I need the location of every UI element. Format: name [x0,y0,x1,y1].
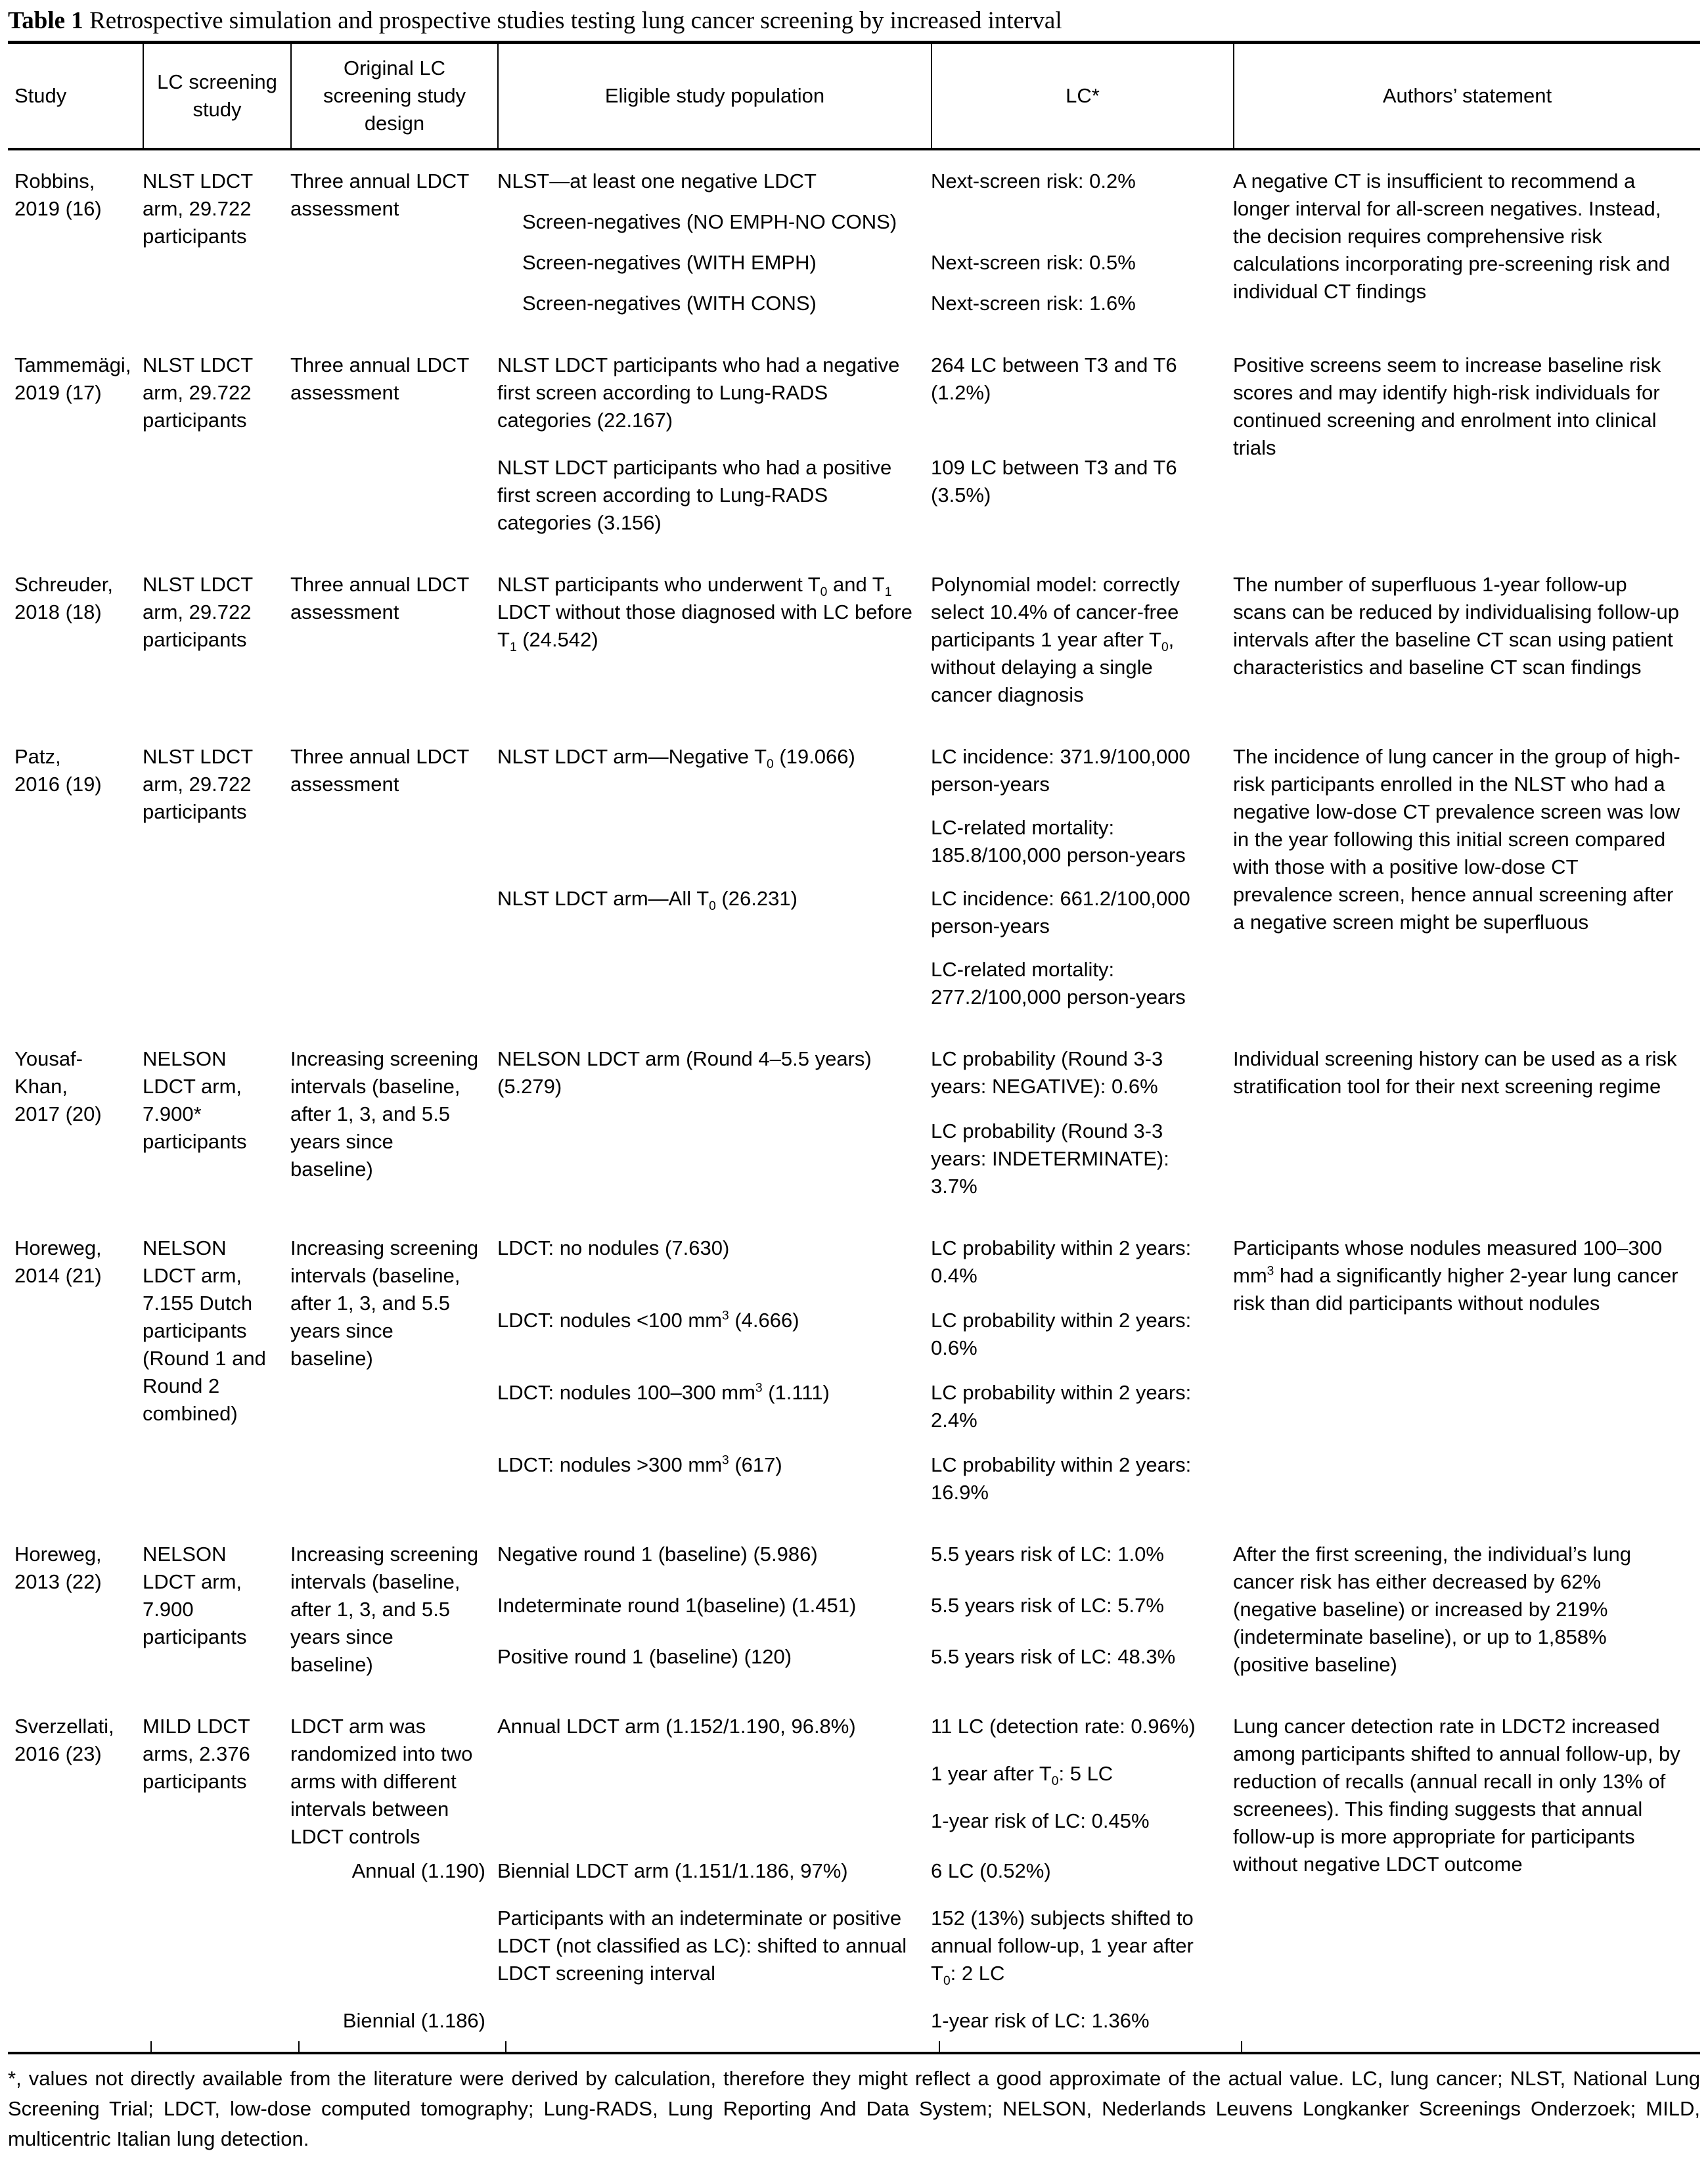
cell-authors-statement: The number of superfluous 1-year follow-up scans can be reduced by individualising follow-up intervals after the baseline CT scan using patient characteristics and baseline CT scan findings [1233,573,1679,679]
cell-lc-value: LC probability (Round 3-3 years: INDETERMINATE): 3.7% [931,1119,1169,1198]
cell-eligible-population: NLST LDCT participants who had a negative first screen according to Lung-RADS categories (22.167) [497,353,900,432]
cell-study: Yousaf-Khan, 2017 (20) [14,1047,102,1125]
cell-original-design: Three annual LDCT assessment [290,573,469,623]
cell-lc-value: LC probability within 2 years: 16.9% [931,1453,1192,1504]
cell-study: Tammemägi, 2019 (17) [14,353,131,404]
cell-authors-statement: The incidence of lung cancer in the group of high-risk participants enrolled in the NLST who had a negative low-dose CT prevalence screen was low in the year following this initial screen compared with those with a positive low-dose CT prevalence screen, hence annual screening after a negative screen might be superfluous [1233,745,1680,934]
cell-eligible-population: LDCT: nodules 100–300 $mm^3$ (1.111) [497,1381,830,1404]
cell-lc-value: 109 LC between T3 and T6 (3.5%) [931,456,1177,507]
cell-lc-value: Next-screen risk: 0.5% [931,251,1136,274]
cell-lc-value: 5.5 years risk of LC: 5.7% [931,1594,1164,1617]
cell-eligible-population: Biennial LDCT arm (1.151/1.186, 97%) [497,1859,848,1882]
cell-authors-statement: After the first screening, the individual’s lung cancer risk has either decreased by 62% (negative baseline) or increased by 219% (indeterminate baseline), or up to 1,858% (positive baseline) [1233,1543,1631,1676]
cell-lc-screening-study: NLST LDCT arm, 29.722 participants [143,170,253,248]
cell-eligible-population: NLST participants who underwent $T_0$ and $T_1$ LDCT without those diagnosed with LC before $T_1$ (24.542) [497,573,912,655]
cell-eligible-population: Positive round 1 (baseline) (120) [497,1645,792,1668]
cell-eligible-population: NLST LDCT participants who had a positive first screen according to Lung-RADS categories (3.156) [497,456,892,534]
table-label: Table 1 [8,7,83,34]
column-tick [505,2041,506,2052]
cell-eligible-population: NLST LDCT arm—All $T_0$ (26.231) [497,887,798,914]
table-caption-text: Retrospective simulation and prospective studies testing lung cancer screening by increased interval [83,7,1062,34]
cell-eligible-population: Participants with an indeterminate or positive LDCT (not classified as LC): shifted to annual LDCT screening interval [497,1907,907,1985]
cell-lc-screening-study: NLST LDCT arm, 29.722 participants [143,573,253,651]
cell-study: Patz, 2016 (19) [14,745,102,796]
table-footnote: *, values not directly available from the literature were derived by calculation, therefore they might reflect a good approximate of the actual value. LC, lung cancer; NLST, National Lung Screening Trial; LDCT, low-dose computed tomography; Lung-RADS, Lung Reporting And Data System; NELSON, Nederlands Leuvens Longkanker Screenings Onderzoek; MILD, multicentric Italian lung detection. [8,2067,1700,2150]
cell-eligible-population: NELSON LDCT arm (Round 4–5.5 years) (5.279) [497,1047,872,1098]
table-row [8,334,1700,554]
table-bottom-rule [8,2052,1700,2054]
cell-study: Horeweg, 2013 (22) [14,1543,102,1593]
cell-lc-value: LC probability within 2 years: 0.6% [931,1309,1192,1359]
table-row [8,1217,1700,1524]
cell-lc-screening-study: MILD LDCT arms, 2.376 participants [143,1715,250,1793]
table-row [8,726,1700,1028]
cell-lc-value: LC-related mortality: 277.2/100,000 person-years [931,958,1186,1008]
cell-lc-value: Next-screen risk: 1.6% [931,292,1136,315]
table-body [8,150,1700,2052]
cell-lc-screening-study: NELSON LDCT arm, 7.900 participants [143,1543,247,1648]
cell-eligible-population: NLST LDCT arm—Negative $T_0$ (19.066) [497,745,855,772]
table-row [8,150,1700,334]
cell-eligible-population: Screen-negatives (WITH EMPH) [522,251,817,274]
cell-lc-value: 5.5 years risk of LC: 1.0% [931,1543,1164,1566]
column-tick [150,2041,152,2052]
cell-study: Horeweg, 2014 (21) [14,1236,102,1287]
cell-authors-statement: Lung cancer detection rate in LDCT2 increased among participants shifted to annual follow-up, by reduction of recalls (annual recall in only 13% of screenees). This finding suggests that annual follow-up is more appropriate for participants without negative LDCT outcome [1233,1715,1680,1876]
cell-lc-value: 6 LC (0.52%) [931,1859,1051,1882]
cell-original-design: Three annual LDCT assessment [290,745,469,796]
cell-lc-value: Next-screen risk: 0.2% [931,170,1136,192]
cell-authors-statement: Positive screens seem to increase baseline risk scores and may identify high-risk individuals for continued screening and enrolment into clinical trials [1233,353,1661,459]
cell-design-subentry: Biennial (1.186) [342,2009,485,2032]
column-tick [939,2041,940,2052]
cell-eligible-population: Screen-negatives (NO EMPH-NO CONS) [522,210,897,233]
table-row [8,1696,1700,2052]
cell-lc-value: LC probability within 2 years: 2.4% [931,1381,1192,1432]
cell-lc-value: LC-related mortality: 185.8/100,000 person-years [931,816,1186,867]
cell-lc-screening-study: NELSON LDCT arm, 7.155 Dutch participants (Round 1 and Round 2 combined) [143,1236,266,1425]
cell-original-design: Three annual LDCT assessment [290,170,469,220]
cell-authors-statement: A negative CT is insufficient to recommend a longer interval for all-screen negatives. Instead, the decision requires comprehensive risk calculations incorporating pre-screening risk and individual CT findings [1233,170,1671,303]
table-row [8,554,1700,726]
cell-eligible-population: Screen-negatives (WITH CONS) [522,292,817,315]
cell-authors-statement: Participants whose nodules measured 100–300 $mm^3$ had a significantly higher 2-year lung cancer risk than did participants without nodules [1233,1236,1678,1315]
table-row [8,1028,1700,1217]
cell-lc-value: 1-year risk of LC: 0.45% [931,1809,1150,1832]
cell-original-design: Three annual LDCT assessment [290,353,469,404]
cell-eligible-population: Negative round 1 (baseline) (5.986) [497,1543,818,1566]
table-header-row [8,44,1700,148]
cell-lc-value: LC incidence: 661.2/100,000 person-years [931,887,1190,938]
column-header-authors-statement: Authors’ statement [1233,44,1700,148]
cell-original-design: Increasing screening intervals (baseline, after 1, 3, and 5.5 years since baseline) [290,1236,479,1370]
cell-lc-value: Polynomial model: correctly select 10.4% of cancer-free participants 1 year after $T_0$, without delaying a single cancer diagnosis [931,573,1180,706]
cell-design-subentry: Annual (1.190) [351,1859,485,1882]
cell-lc-value: 152 (13%) subjects shifted to annual follow-up, 1 year after $T_0$: 2 LC [931,1907,1194,1989]
cell-original-design: LDCT arm was randomized into two arms with different intervals between LDCT controls [290,1715,473,1848]
cell-lc-value: 11 LC (detection rate: 0.96%) [931,1715,1196,1738]
cell-eligible-population: LDCT: no nodules (7.630) [497,1236,730,1259]
cell-lc-screening-study: NLST LDCT arm, 29.722 participants [143,353,253,432]
cell-study: Schreuder, 2018 (18) [14,573,113,623]
cell-lc-value: 264 LC between T3 and T6 (1.2%) [931,353,1177,404]
column-header-study: Study [14,84,67,107]
cell-eligible-population: NLST—at least one negative LDCT [497,170,817,192]
cell-lc-screening-study: NLST LDCT arm, 29.722 participants [143,745,253,823]
cell-lc-value: LC probability within 2 years: 0.4% [931,1236,1192,1287]
cell-original-design: Increasing screening intervals (baseline, after 1, 3, and 5.5 years since baseline) [290,1047,479,1181]
cell-original-design: Increasing screening intervals (baseline, after 1, 3, and 5.5 years since baseline) [290,1543,479,1676]
table-row [8,1524,1700,1696]
cell-eligible-population: Annual LDCT arm (1.152/1.190, 96.8%) [497,1715,856,1738]
cell-lc-value: 5.5 years risk of LC: 48.3% [931,1645,1176,1668]
cell-eligible-population: LDCT: nodules <100 $mm^3$ (4.666) [497,1309,799,1332]
cell-study: Robbins, 2019 (16) [14,170,102,220]
cell-lc-value: LC incidence: 371.9/100,000 person-years [931,745,1190,796]
column-header-lc: LC* [931,44,1233,148]
cell-authors-statement: Individual screening history can be used as a risk stratification tool for their next screening regime [1233,1047,1677,1098]
cell-eligible-population: Indeterminate round 1(baseline) (1.451) [497,1594,857,1617]
cell-lc-value: 1-year risk of LC: 1.36% [931,2009,1150,2032]
cell-study: Sverzellati, 2016 (23) [14,1715,114,1765]
column-header-lc-screening-study: LC screening study [143,44,290,148]
column-tick [298,2041,300,2052]
column-header-original-design: Original LC screening study design [290,44,497,148]
cell-eligible-population: LDCT: nodules >300 $mm^3$ (617) [497,1453,782,1476]
cell-lc-screening-study: NELSON LDCT arm, 7.900* participants [143,1047,247,1153]
column-tick [1241,2041,1242,2052]
cell-lc-value: 1 year after $T_0$: 5 LC [931,1762,1113,1789]
cell-lc-value: LC probability (Round 3-3 years: NEGATIVE): 0.6% [931,1047,1163,1098]
column-header-eligible-population: Eligible study population [497,44,931,148]
table-caption [8,0,1700,41]
